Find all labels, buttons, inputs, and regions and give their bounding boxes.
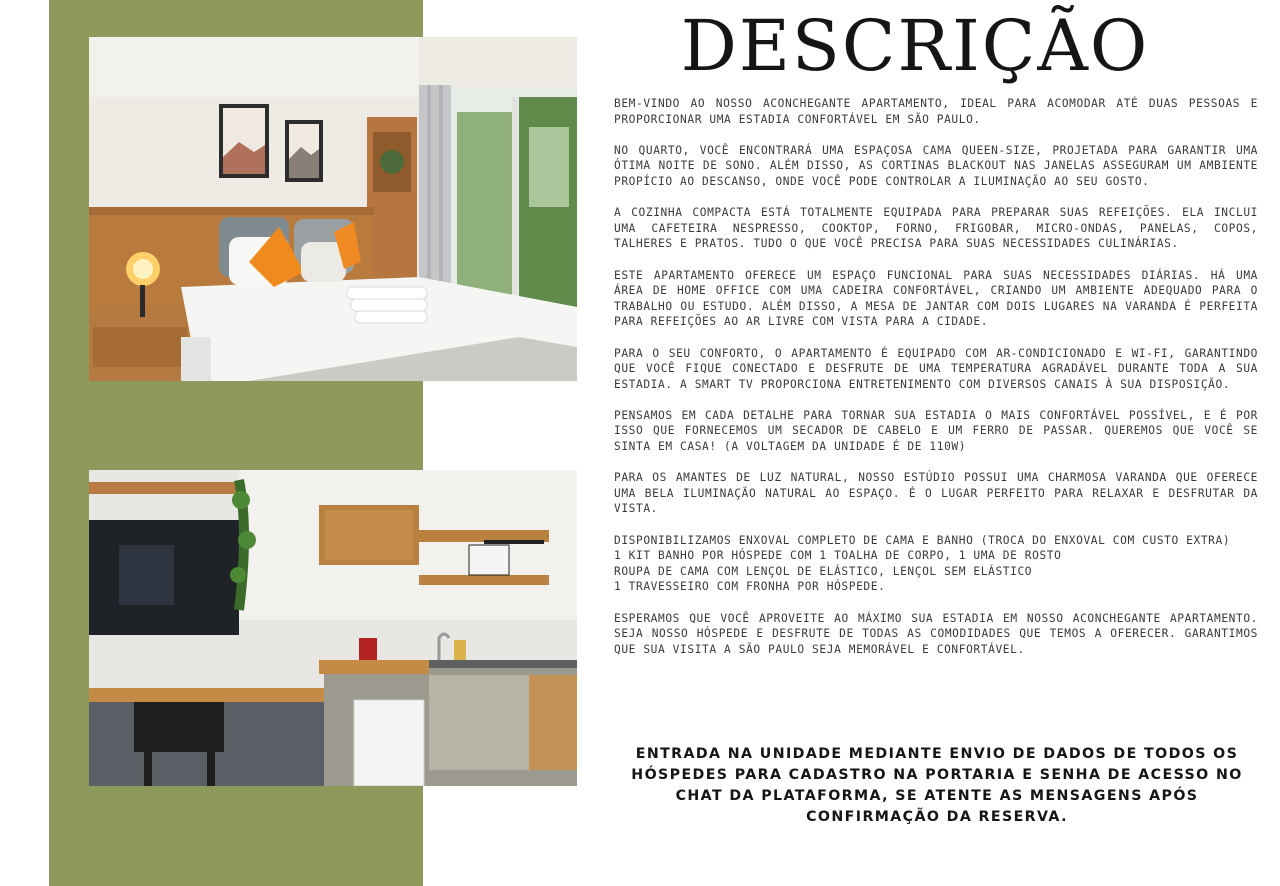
paragraph-closing: ESPERAMOS QUE VOCÊ APROVEITE AO MÁXIMO SUA ESTADIA EM NOSSO ACONCHEGANTE APARTAMENTO. SEJA NOSSO HÓSPEDE E DESFRUTE DE TODAS AS COMODIDADES QUE TEMOS A OFERECER. GARANTIMOS QUE SUA VISITA A SÃO PAULO SEJA MEMORÁVEL E CONFORTÁVEL.	[614, 611, 1258, 656]
kitchen-office-photo	[89, 470, 577, 786]
enxoval-item: ROUPA DE CAMA COM LENÇOL DE ELÁSTICO, LENÇOL SEM ELÁSTICO	[614, 564, 1033, 578]
paragraph-comfort: PARA O SEU CONFORTO, O APARTAMENTO É EQUIPADO COM AR-CONDICIONADO E WI-FI, GARANTINDO QUE VOCÊ FIQUE CONECTADO E DESFRUTE DE UMA TEMPERATURA AGRADÁVEL DURANTE TODA A SUA ESTADIA. A SMART TV PROPORCIONA ENTRETENIMENTO COM DIVERSOS CANAIS À SUA DISPOSIÇÃO.	[614, 346, 1258, 391]
bedroom-photo	[89, 37, 577, 381]
enxoval-item: 1 TRAVESSEIRO COM FRONHA POR HÓSPEDE.	[614, 580, 886, 594]
paragraph-details: PENSAMOS EM CADA DETALHE PARA TORNAR SUA ESTADIA O MAIS CONFORTÁVEL POSSÍVEL, E É POR ISSO QUE FORNECEMOS UM SECADOR DE CABELO E UM FERRO DE PASSAR. QUEREMOS QUE VOCÊ SE SINTA EM CASA! (A VOLTAGEM DA UNIDADE É DE 110W)	[614, 408, 1258, 454]
enxoval-intro: DISPONIBILIZAMOS ENXOVAL COMPLETO DE CAMA E BANHO (TROCA DO ENXOVAL COM CUSTO EXTRA)	[614, 533, 1231, 547]
page-title: DESCRIÇÃO	[680, 5, 1150, 87]
description-body	[614, 96, 1258, 673]
enxoval-item: 1 KIT BANHO POR HÓSPEDE COM 1 TOALHA DE CORPO, 1 UMA DE ROSTO	[614, 549, 1062, 563]
paragraph-workspace: ESTE APARTAMENTO OFERECE UM ESPAÇO FUNCIONAL PARA SUAS NECESSIDADES DIÁRIAS. HÁ UMA ÁREA DE HOME OFFICE COM UMA CADEIRA CONFORTÁVEL, CRIANDO UM AMBIENTE ADEQUADO PARA O TRABALHO OU ESTUDO. ALÉM DISSO, A MESA DE JANTAR COM DOIS LUGARES NA VARANDA É PERFEITA PARA REFEIÇÕES AO AR LIVRE COM VISTA PARA A CIDADE.	[614, 268, 1258, 329]
paragraph-welcome: BEM-VINDO AO NOSSO ACONCHEGANTE APARTAMENTO, IDEAL PARA ACOMODAR ATÉ DUAS PESSOAS E PROPORCIONAR UMA ESTADIA CONFORTÁVEL EM SÃO PAULO.	[614, 97, 1258, 126]
enxoval-section	[614, 533, 1258, 595]
paragraph-bedroom: NO QUARTO, VOCÊ ENCONTRARÁ UMA ESPAÇOSA CAMA QUEEN-SIZE, PROJETADA PARA GARANTIR UMA ÓTIMA NOITE DE SONO. ALÉM DISSO, AS CORTINAS BLACKOUT NAS JANELAS ASSEGURAM UM AMBIENTE PROPÍCIO AO DESCANSO, ONDE VOCÊ PODE CONTROLAR A ILUMINAÇÃO AO SEU GOSTO.	[614, 143, 1258, 188]
paragraph-kitchen: A COZINHA COMPACTA ESTÁ TOTALMENTE EQUIPADA PARA PREPARAR SUAS REFEIÇÕES. ELA INCLUI UMA CAFETEIRA NESPRESSO, COOKTOP, FORNO, FRIGOBAR, MICRO-ONDAS, PANELAS, COPOS, TALHERES E PRATOS. TUDO O QUE VOCÊ PRECISA PARA SUAS NECESSIDADES CULINÁRIAS.	[614, 206, 1258, 251]
check-in-notice: ENTRADA NA UNIDADE MEDIANTE ENVIO DE DADOS DE TODOS OS HÓSPEDES PARA CADASTRO NA PORTARIA E SENHA DE ACESSO NO CHAT DA PLATAFORMA, SE ATENTE AS MENSAGENS APÓS CONFIRMAÇÃO DA RESERVA.	[631, 746, 1243, 825]
paragraph-natural-light: PARA OS AMANTES DE LUZ NATURAL, NOSSO ESTÚDIO POSSUI UMA CHARMOSA VARANDA QUE OFERECE UMA BELA ILUMINAÇÃO NATURAL AO ESPAÇO. É O LUGAR PERFEITO PARA RELAXAR E DESFRUTAR DA VISTA.	[614, 471, 1258, 516]
